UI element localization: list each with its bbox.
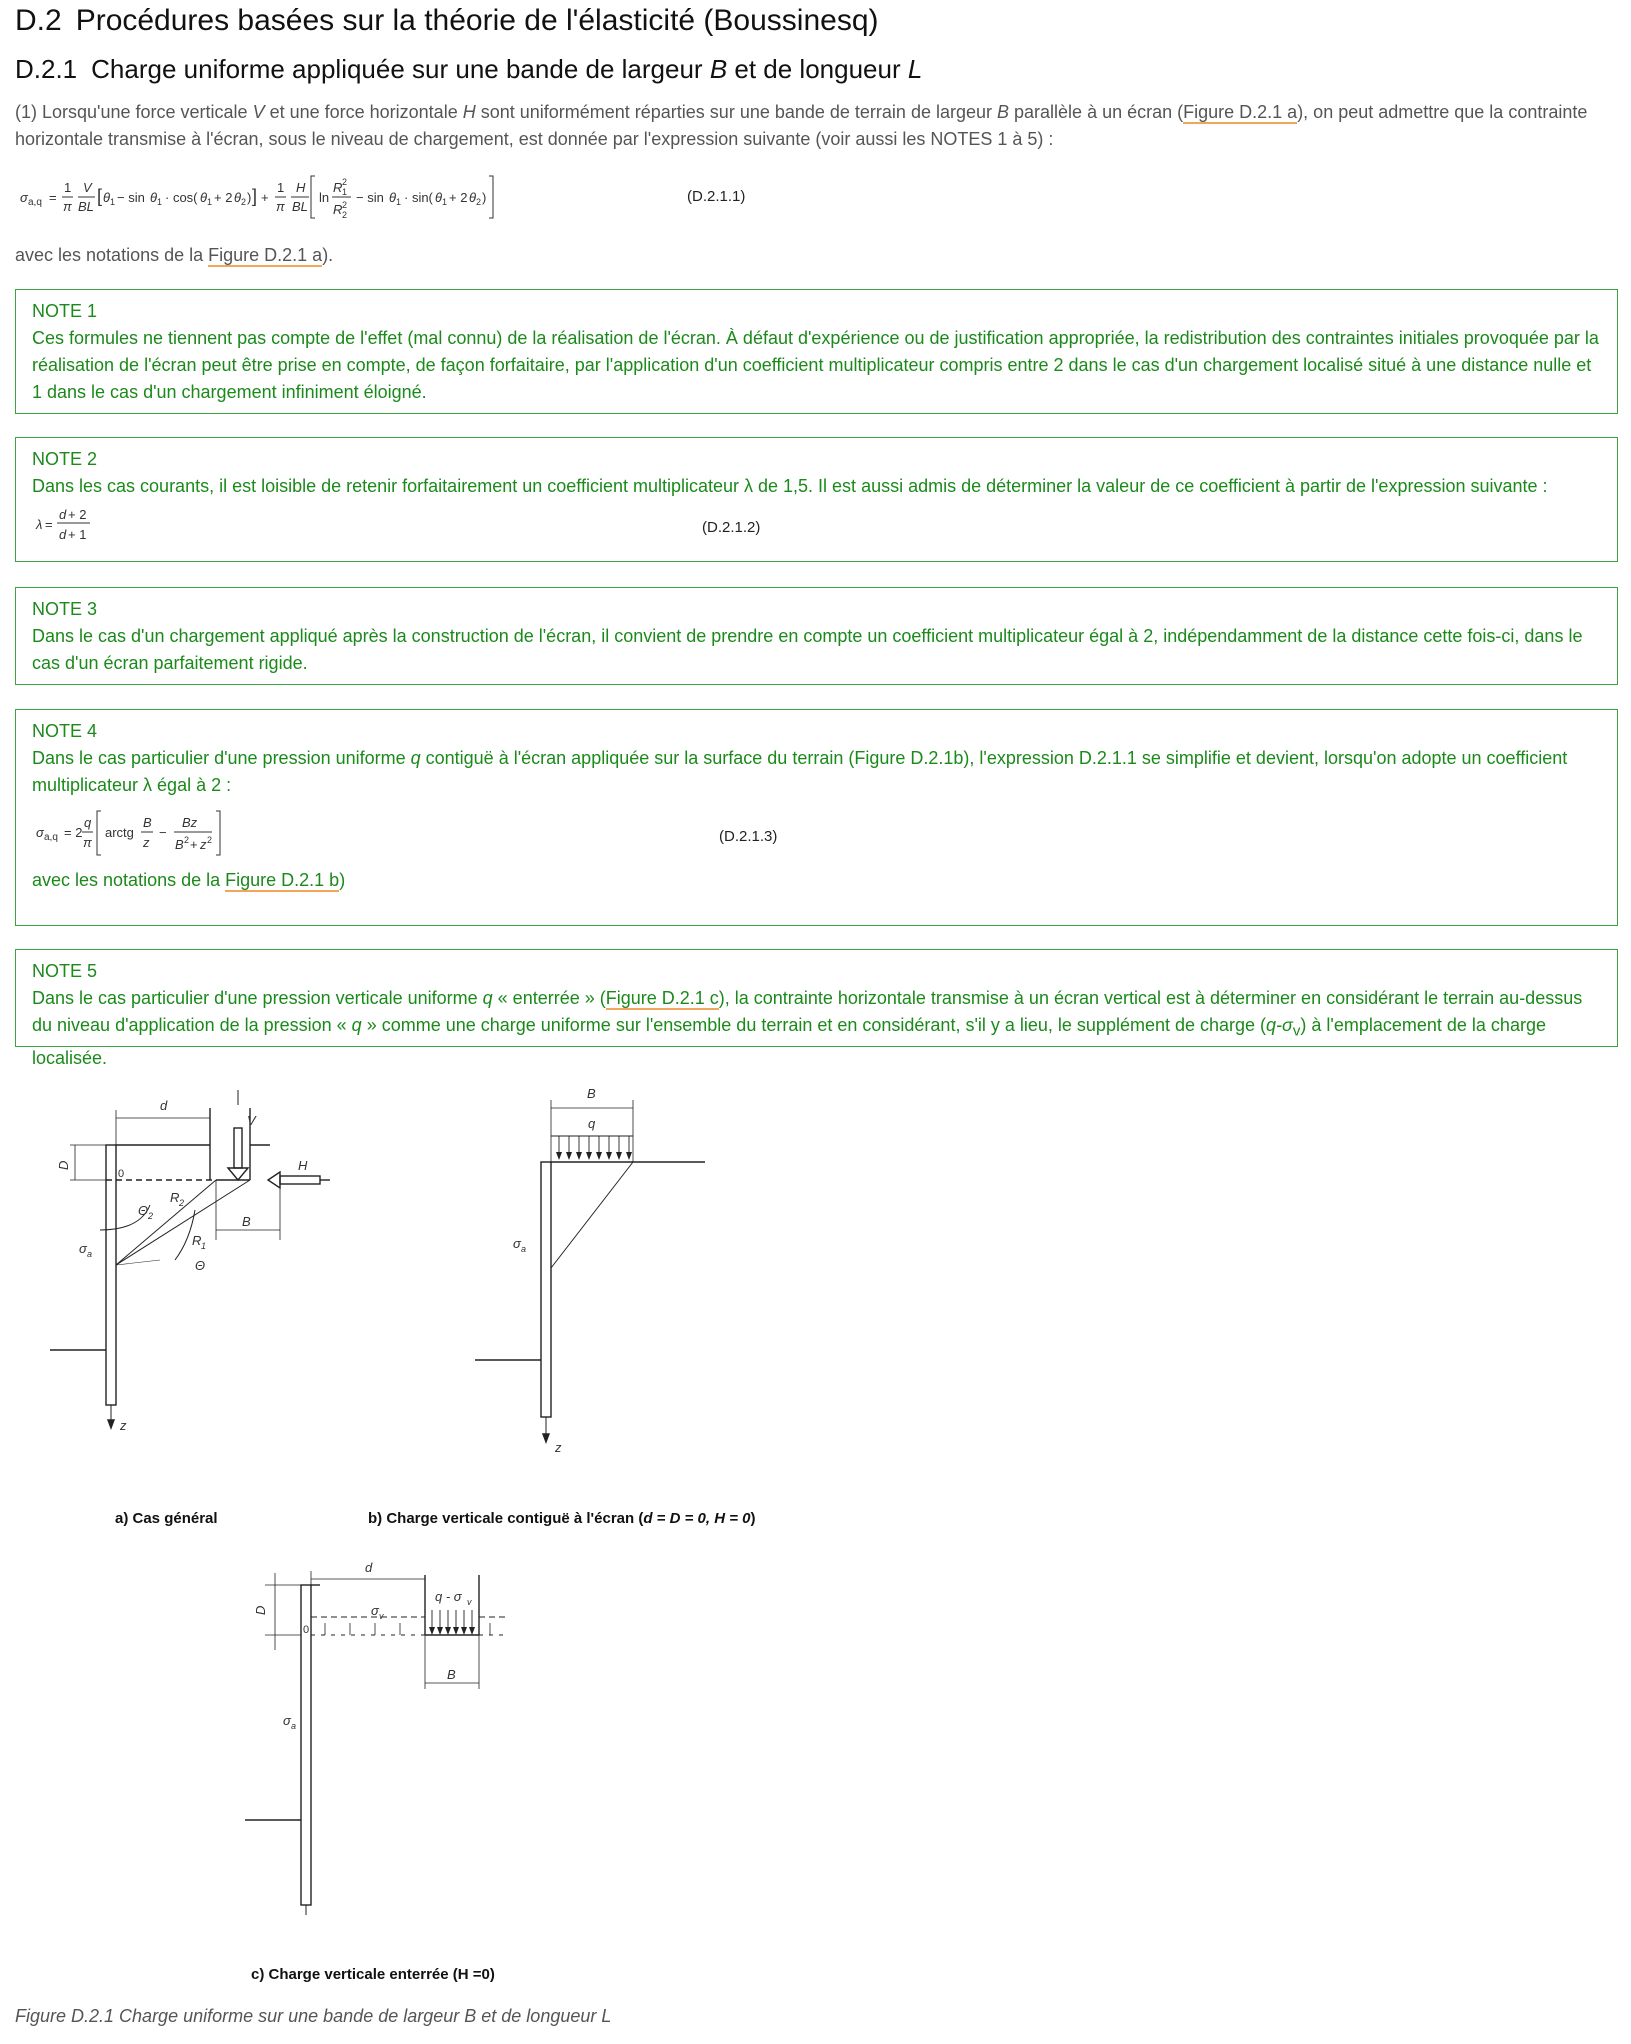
svg-text:1: 1: [277, 180, 285, 195]
note-2-text: Dans les cas courants, il est loisible de retenir forfaitairement un coefficient multiplicateur λ de 1,5. Il est aussi admis de déterminer la valeur de ce coefficient à partir de l'expression suivante :: [32, 476, 1548, 496]
svg-text:2: 2: [179, 1198, 185, 1208]
svg-text:d: d: [59, 527, 67, 542]
svg-text:σ: σ: [283, 1713, 291, 1728]
svg-text:1: 1: [64, 180, 72, 195]
svg-text:): ): [247, 190, 252, 205]
svg-text:1: 1: [442, 197, 448, 207]
note-1-title: NOTE 1: [32, 301, 98, 321]
svg-text:a: a: [291, 1721, 297, 1731]
svg-text:B: B: [175, 837, 184, 852]
svg-text:v: v: [467, 1597, 472, 1607]
svg-text:2: 2: [342, 210, 348, 220]
svg-text:θ: θ: [103, 190, 111, 205]
figure-c-link[interactable]: Figure D.2.1 c: [605, 988, 719, 1008]
note-1-text: Ces formules ne tiennent pas compte de l'effet (mal connu) de la réalisation de l'écran. À défaut d'expérience ou de justification appropriée, la redistribution des contraintes initiales provoquée par la réalisation de l'écran peut être prise en compte, de façon forfaitaire, par l'application d'un coefficient multiplicateur compris entre 2 dans le cas d'un chargement localisé situé à une distance nulle et 1 dans le cas d'un chargement infiniment éloigné.: [32, 328, 1599, 402]
svg-text:− sin: − sin: [356, 190, 384, 205]
svg-text:z: z: [120, 1418, 127, 1433]
svg-text:H: H: [296, 180, 306, 195]
svg-text:a,q: a,q: [44, 832, 58, 843]
svg-text:−: −: [159, 825, 167, 840]
figure-c-label: c) Charge verticale enterrée (H =0): [251, 1966, 495, 1983]
svg-text:): ): [482, 190, 487, 205]
svg-text:θ: θ: [150, 190, 158, 205]
svg-text:+: +: [190, 837, 198, 852]
svg-text:=: =: [49, 190, 57, 205]
svg-text:· cos(: · cos(: [165, 190, 198, 205]
svg-text:q: q: [588, 1116, 596, 1131]
equation-d211-number: (D.2.1.1): [687, 188, 746, 205]
svg-text:B: B: [587, 1086, 596, 1101]
svg-text:θ: θ: [469, 190, 477, 205]
svg-text:D: D: [56, 1160, 71, 1170]
svg-text:2: 2: [342, 177, 348, 187]
svg-text:σ: σ: [36, 825, 44, 840]
svg-text:d: d: [365, 1560, 373, 1575]
svg-text:2: 2: [148, 1211, 154, 1221]
svg-text:R: R: [192, 1233, 202, 1248]
svg-text:R: R: [170, 1190, 180, 1205]
note-4: [15, 709, 1618, 926]
note-2: [15, 437, 1618, 562]
svg-text:θ: θ: [234, 190, 242, 205]
equation-d213-formula: [32, 803, 252, 863]
note-4-after-text: avec les notations de la Figure D.2.1 b): [32, 870, 346, 890]
svg-text:2: 2: [342, 200, 348, 210]
svg-text:π: π: [63, 199, 72, 214]
svg-text:+ 2: + 2: [214, 190, 233, 205]
figure-a-link[interactable]: Figure D.2.1 a: [1183, 102, 1298, 122]
svg-text:2: 2: [241, 197, 247, 207]
equation-d211: [15, 170, 815, 224]
intro-paragraph: (1) Lorsqu'une force verticale V et une force horizontale H sont uniformément réparties sur une bande de terrain de largeur B parallèle à un écran (Figure D.2.1 a), on peut admettre que la contrainte horizontale transmise à l'écran, sous le niveau de chargement, est donnée par l'expression suivante (voir aussi les NOTES 1 à 5) :: [15, 102, 1588, 149]
equation-d212-formula: [32, 502, 112, 546]
svg-text:d: d: [160, 1098, 168, 1113]
svg-text:+ 2: + 2: [449, 190, 468, 205]
svg-text:θ: θ: [200, 190, 208, 205]
figure-b-label: b) Charge verticale contiguë à l'écran (d = D = 0, H = 0): [368, 1510, 756, 1527]
figure-b-diagram: [455, 1080, 715, 1460]
svg-text:1: 1: [342, 187, 348, 197]
svg-text:a: a: [521, 1244, 527, 1254]
svg-text:1: 1: [396, 197, 402, 207]
svg-text:q - σ: q - σ: [435, 1589, 462, 1604]
svg-text:R: R: [333, 202, 343, 217]
svg-text:+ 2: + 2: [68, 507, 87, 522]
note-3: [15, 587, 1618, 685]
svg-text:0: 0: [118, 1168, 125, 1180]
svg-text:d: d: [59, 507, 67, 522]
svg-text:· sin(: · sin(: [404, 190, 433, 205]
svg-text:B: B: [242, 1214, 251, 1229]
svg-text:θ: θ: [435, 190, 443, 205]
svg-text:1: 1: [201, 1241, 207, 1251]
equation-d211-formula: [15, 170, 515, 224]
svg-text:V: V: [83, 180, 92, 195]
note-5-title: NOTE 5: [32, 961, 98, 981]
section-heading: D.2 Procédures basées sur la théorie de l'élasticité (Boussinesq): [15, 4, 879, 37]
svg-text:0: 0: [303, 1624, 310, 1636]
svg-text:D: D: [253, 1605, 268, 1615]
figure-c-diagram: [235, 1555, 515, 1915]
note-4-title: NOTE 4: [32, 721, 98, 741]
svg-text:π: π: [83, 835, 92, 850]
note-3-text: Dans le cas d'un chargement appliqué après la construction de l'écran, il convient de prendre en compte un coefficient multiplicateur égal à 2, indépendamment de la distance cette fois-ci, dans le cas d'un écran parfaitement rigide.: [32, 626, 1583, 673]
svg-text:π: π: [276, 199, 285, 214]
svg-text:q: q: [84, 815, 92, 830]
note-1: [15, 289, 1618, 414]
figure-a-link-2[interactable]: Figure D.2.1 a: [208, 245, 323, 265]
svg-text:+: +: [261, 190, 269, 205]
svg-text:z: z: [200, 837, 207, 852]
note-4-text: Dans le cas particulier d'une pression uniforme q contiguë à l'écran appliquée sur la surface du terrain (Figure D.2.1b), l'expression D.2.1.1 se simplifie et devient, lorsqu'on adopte un coefficient multiplicateur λ égal à 2 :: [32, 748, 1568, 795]
svg-text:1: 1: [157, 197, 163, 207]
svg-text:σ: σ: [371, 1603, 379, 1618]
svg-text:=: =: [45, 517, 53, 532]
svg-text:ln: ln: [319, 190, 330, 205]
svg-text:[: [: [97, 186, 103, 206]
svg-text:2: 2: [184, 835, 190, 845]
note-2-title: NOTE 2: [32, 449, 98, 469]
svg-text:1: 1: [110, 197, 116, 207]
svg-text:v: v: [379, 1611, 384, 1621]
svg-text:1: 1: [207, 197, 213, 207]
note-3-title: NOTE 3: [32, 599, 98, 619]
svg-text:θ: θ: [389, 190, 397, 205]
svg-text:]: ]: [252, 186, 258, 206]
note-5-text: Dans le cas particulier d'une pression verticale uniforme q « enterrée » (Figure D.2.1 c), la contrainte horizontale transmise à un écran vertical est à déterminer en considérant le terrain au-dessus du niveau d'application de la pression « q » comme une charge uniforme sur l'ensemble du terrain et en considérant, s'il y a lieu, le supplément de charge $(q-\sigma_v)$ à l'emplacement de la charge localisée.: [32, 988, 1583, 1068]
svg-text:2: 2: [207, 835, 213, 845]
figure-a-diagram: [30, 1080, 350, 1440]
svg-text:z: z: [143, 835, 150, 850]
svg-text:σ: σ: [79, 1241, 87, 1256]
figure-caption: Figure D.2.1 Charge uniforme sur une bande de largeur B et de longueur L: [15, 2006, 612, 2026]
equation-d212-number: (D.2.1.2): [702, 519, 761, 536]
svg-text:H: H: [298, 1158, 308, 1173]
svg-text:a: a: [87, 1249, 93, 1259]
svg-text:a,q: a,q: [28, 197, 42, 208]
svg-text:Bz: Bz: [182, 815, 198, 830]
svg-text:B: B: [447, 1667, 456, 1682]
svg-text:− sin: − sin: [117, 190, 145, 205]
note-5: [15, 949, 1618, 1068]
figure-a-label: a) Cas général: [115, 1510, 218, 1527]
svg-text:σ: σ: [513, 1236, 521, 1251]
svg-text:V: V: [247, 1113, 256, 1128]
svg-text:2: 2: [476, 197, 482, 207]
svg-text:B: B: [143, 815, 152, 830]
after-equation-text: avec les notations de la Figure D.2.1 a).: [15, 245, 334, 265]
svg-text:z: z: [555, 1440, 562, 1455]
svg-text:arctg: arctg: [105, 825, 134, 840]
svg-text:σ: σ: [20, 190, 28, 205]
equation-d213-number: (D.2.1.3): [719, 828, 778, 845]
svg-text:Θ: Θ: [195, 1258, 206, 1273]
svg-text:R: R: [333, 180, 343, 195]
figure-b-link[interactable]: Figure D.2.1 b: [225, 870, 340, 890]
svg-text:= 2: = 2: [64, 825, 83, 840]
svg-text:BL: BL: [292, 199, 308, 214]
svg-text:λ: λ: [36, 517, 43, 532]
svg-text:Θ: Θ: [138, 1203, 149, 1218]
svg-text:+ 1: + 1: [68, 527, 87, 542]
subsection-heading: D.2.1 Charge uniforme appliquée sur une bande de largeur B et de longueur L: [15, 54, 923, 84]
svg-text:BL: BL: [78, 199, 94, 214]
